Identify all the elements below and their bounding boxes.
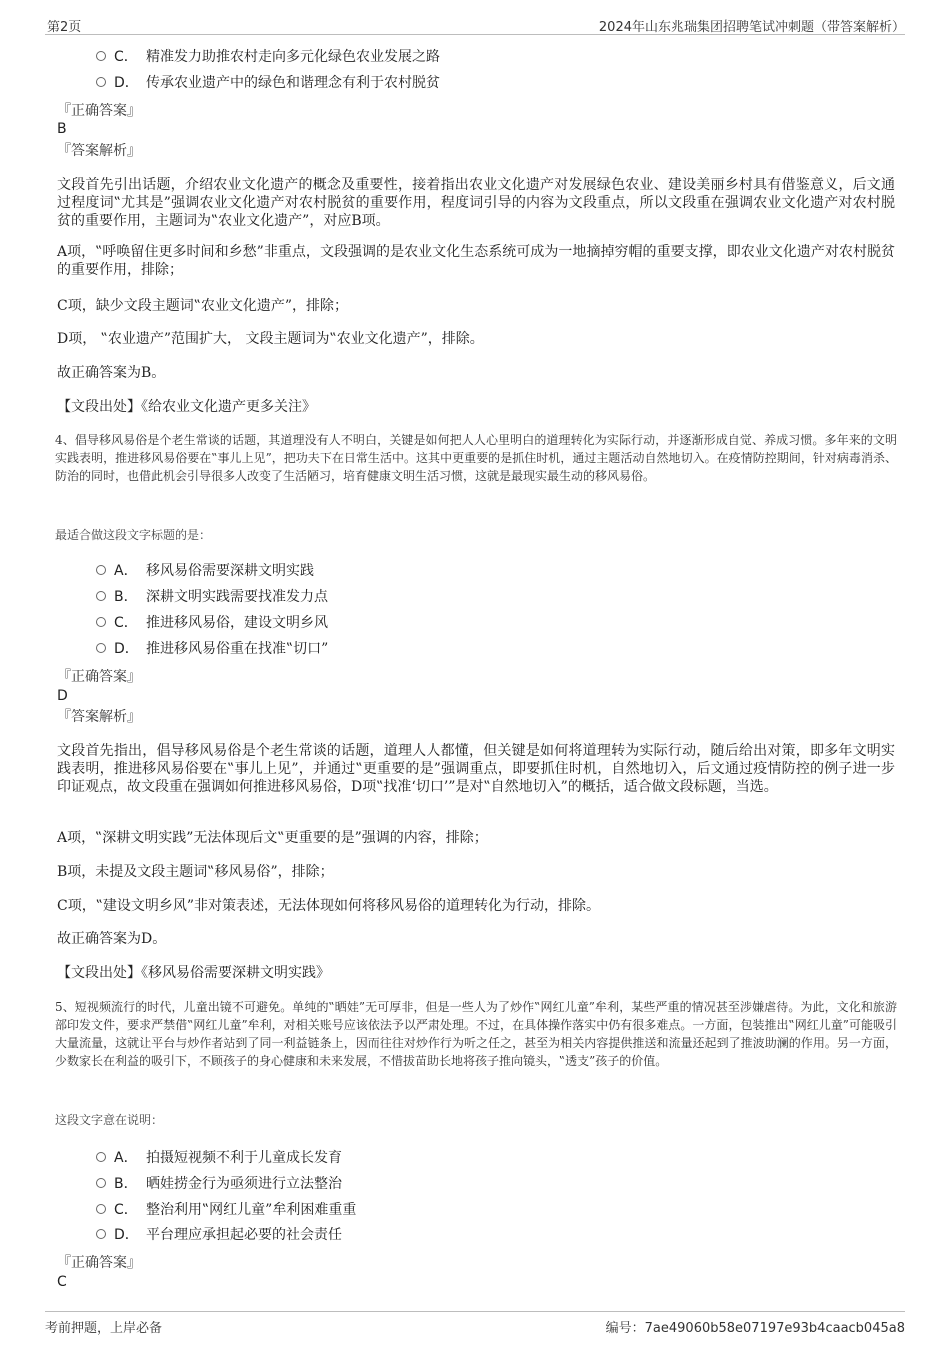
q3-conclusion: 故正确答案为B。 bbox=[57, 365, 166, 381]
radio-icon[interactable] bbox=[96, 565, 106, 575]
q4-answer: D bbox=[57, 688, 68, 704]
q4-explain-label: 『答案解析』 bbox=[57, 709, 141, 725]
q4-conclusion: 故正确答案为D。 bbox=[57, 931, 167, 947]
q3-source: 【文段出处】《给农业文化遗产更多关注》 bbox=[57, 399, 316, 415]
q4-analysis-b: B项，未提及文段主题词‟移风易俗”，排除； bbox=[57, 864, 334, 880]
q5-option-c[interactable]: C． 整治利用‟网红儿童”牟利困难重重 bbox=[96, 1199, 356, 1221]
q5-option-b[interactable]: B． 晒娃捞金行为亟须进行立法整治 bbox=[96, 1173, 342, 1195]
q3-answer: B bbox=[57, 121, 67, 137]
page-number: 第2页 bbox=[47, 20, 82, 35]
radio-icon[interactable] bbox=[96, 51, 106, 61]
document-id: 编号：7ae49060b58e07197e93b4caacb045a8 bbox=[605, 1321, 905, 1336]
q4-prompt: 最适合做这段文字标题的是： bbox=[55, 528, 212, 542]
q4-analysis-a: A项，‟深耕文明实践”无法体现后文‟更重要的是”强调的内容，排除； bbox=[57, 830, 488, 846]
q3-analysis-main: 文段首先引出话题，介绍农业文化遗产的概念及重要性，接着指出农业文化遗产对发展绿色农业、建设美丽乡村具有借鉴意义，后文通过程度词‟尤其是”强调农业文化遗产对农村脱贫的重要作用，程度词引导的内容为文段重点，所以文段重在强调农业文化遗产对农村脱贫的重要作用，主题词为‟农业文化遗产”，对应B项。 bbox=[57, 177, 895, 229]
q3-explain-label: 『答案解析』 bbox=[57, 143, 141, 159]
q5-stem: 5、短视频流行的时代，儿童出镜不可避免。单纯的‟晒娃”无可厚非，但是一些人为了炒作‟网红儿童”牟利，某些严重的情况甚至涉嫌虐待。为此，文化和旅游部印发文件，要求严禁借‟网红儿童”牟利，对相关账号应该依法予以严肃处理。不过，在具体操作落实中仍有很多难点。一方面，包装推出‟网红儿童”可能吸引大量流量，这就让平台与炒作者站到了同一利益链条上，因而往往对炒作行为听之任之，甚至为相关内容提供推送和流量还起到了推波助澜的作用。另一方面，少数家长在利益的吸引下，不顾孩子的身心健康和未来发展，不惜拔苗助长地将孩子推向镜头，‟透支”孩子的价值。 bbox=[55, 1000, 897, 1068]
q4-option-d[interactable]: D． 推进移风易俗重在找准‟切口” bbox=[96, 638, 328, 660]
q3-option-d[interactable]: D． 传承农业遗产中的绿色和谐理念有利于农村脱贫 bbox=[96, 72, 440, 94]
page-footer bbox=[45, 1311, 905, 1336]
q3-analysis-a: A项，‟呼唤留住更多时间和乡愁”非重点，文段强调的是农业文化生态系统可成为一地摘掉穷帽的重要支撑，即农业文化遗产对农村脱贫的重要作用，排除； bbox=[57, 244, 895, 278]
q5-correct-label: 『正确答案』 bbox=[57, 1255, 141, 1271]
q4-option-c[interactable]: C． 推进移风易俗，建设文明乡风 bbox=[96, 612, 328, 634]
document-title: 2024年山东兆瑞集团招聘笔试冲刺题（带答案解析） bbox=[598, 20, 905, 35]
q3-analysis-d: D项， ‟农业遗产”范围扩大， 文段主题词为‟农业文化遗产”，排除。 bbox=[57, 331, 484, 347]
q4-analysis-c: C项，‟建设文明乡风”非对策表述，无法体现如何将移风易俗的道理转化为行动，排除。 bbox=[57, 898, 601, 914]
radio-icon[interactable] bbox=[96, 1152, 106, 1162]
q3-correct-label: 『正确答案』 bbox=[57, 103, 141, 119]
radio-icon[interactable] bbox=[96, 1204, 106, 1214]
q4-stem: 4、倡导移风易俗是个老生常谈的话题，其道理没有人不明白，关键是如何把人人心里明白的道理转化为实际行动，并逐渐形成自觉、养成习惯。多年来的文明实践表明，推进移风易俗要在‟事儿上见”，把功夫下在日常生活中。这其中更重要的是抓住时机，通过主题活动自然地切入。在疫情防控期间，针对病毒消杀、防治的同时，也借此机会引导很多人改变了生活陋习，培育健康文明生活习惯，这就是最现实最生动的移风易俗。 bbox=[55, 433, 897, 483]
q4-correct-label: 『正确答案』 bbox=[57, 669, 141, 685]
footer-slogan: 考前押题，上岸必备 bbox=[45, 1321, 163, 1336]
page-header bbox=[45, 14, 905, 35]
q5-answer: C bbox=[57, 1274, 67, 1290]
radio-icon[interactable] bbox=[96, 643, 106, 653]
q5-option-a[interactable]: A． 拍摄短视频不利于儿童成长发育 bbox=[96, 1147, 342, 1169]
q4-analysis-main: 文段首先指出，倡导移风易俗是个老生常谈的话题，道理人人都懂，但关键是如何将道理转为实际行动，随后给出对策，即多年文明实践表明，推进移风易俗要在‟事儿上见”，并通过‟更重要的是”强调重点，即要抓住时机，自然地切入，后文通过疫情防控的例子进一步印证观点，故文段重在强调如何推进移风易俗，D项‟找准‘切口’”是对‟自然地切入”的概括，适合做文段标题，当选。 bbox=[57, 743, 895, 795]
q4-source: 【文段出处】《移风易俗需要深耕文明实践》 bbox=[57, 965, 330, 981]
radio-icon[interactable] bbox=[96, 77, 106, 87]
q4-option-b[interactable]: B． 深耕文明实践需要找准发力点 bbox=[96, 586, 328, 608]
q5-option-d[interactable]: D． 平台理应承担起必要的社会责任 bbox=[96, 1224, 342, 1246]
q5-prompt: 这段文字意在说明： bbox=[55, 1113, 164, 1127]
radio-icon[interactable] bbox=[96, 1178, 106, 1188]
q4-option-a[interactable]: A． 移风易俗需要深耕文明实践 bbox=[96, 560, 314, 582]
q3-option-c[interactable]: C． 精准发力助推农村走向多元化绿色农业发展之路 bbox=[96, 46, 440, 68]
q3-analysis-c: C项，缺少文段主题词‟农业文化遗产”，排除； bbox=[57, 298, 349, 314]
radio-icon[interactable] bbox=[96, 591, 106, 601]
radio-icon[interactable] bbox=[96, 617, 106, 627]
radio-icon[interactable] bbox=[96, 1229, 106, 1239]
